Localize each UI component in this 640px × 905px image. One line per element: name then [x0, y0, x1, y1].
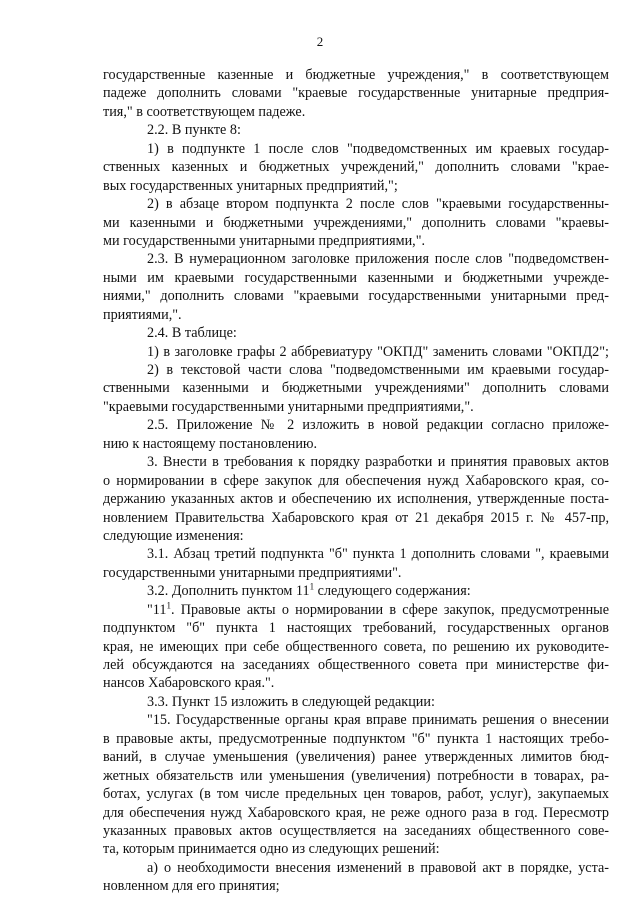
- line-text: та, которым принимается одно из следующих решений:: [103, 841, 440, 858]
- line-text: 2.2. В пункте 8:: [147, 122, 241, 139]
- text-line: [103, 767, 609, 785]
- line-text: края, не имеющих при себе общественного совета, по решению их руководите-: [103, 638, 609, 655]
- line-text: ственными казенными и бюджетными учреждениями" дополнить словами: [103, 380, 609, 397]
- line-text: 1) в подпункте 1 после слов "подведомственных им краевых государ-: [147, 140, 609, 157]
- line-text: ными им краевыми государственными казенными и бюджетными учрежде-: [103, 269, 609, 286]
- text-line: [103, 490, 609, 508]
- line-text: 3.1. Абзац третий подпункта "б" пункта 1 дополнить словами ", краевыми: [147, 546, 609, 563]
- line-text: следующие изменения:: [103, 527, 244, 544]
- text-line: [103, 638, 609, 656]
- line-text: 3.3. Пункт 15 изложить в следующей редакции:: [147, 693, 435, 710]
- page-number: 2: [316, 34, 324, 49]
- line-text-continued: следующего содержания:: [314, 583, 471, 600]
- line-text: 3. Внести в требования к порядку разработки и принятия правовых актов: [147, 454, 609, 471]
- line-text: ственных казенных и бюджетных учреждений," дополнить словами "крае-: [103, 159, 609, 176]
- text-line: [103, 324, 609, 342]
- line-text: ми государственными унитарными предприятиями,".: [103, 232, 426, 249]
- line-text: 1) в заголовке графы 2 аббревиатуру "ОКПД" заменить словами "ОКПД2";: [147, 343, 609, 360]
- text-line: [103, 785, 609, 803]
- text-line: [103, 582, 609, 600]
- text-line: [103, 66, 609, 84]
- line-text: вых государственных унитарных предприятий,";: [103, 177, 398, 194]
- line-text: 2) в абзаце втором подпункта 2 после слов "краевыми государственны-: [147, 196, 609, 213]
- line-text: "краевыми государственными унитарными предприятиями,".: [103, 398, 474, 415]
- line-text: государственные казенные и бюджетные учреждения," в соответствующем: [103, 67, 609, 83]
- text-line: [103, 453, 609, 471]
- line-text: нансов Хабаровского края.".: [103, 675, 275, 692]
- text-line: [103, 379, 609, 397]
- text-line: [103, 269, 609, 287]
- line-text: ниями," дополнить словами "краевыми государственными унитарными пред-: [103, 288, 609, 305]
- line-text: 2) в текстовой части слова "подведомственными им краевыми государ-: [147, 362, 609, 378]
- line-text: 2.5. Приложение № 2 изложить в новой редакции согласно приложе-: [147, 417, 609, 434]
- text-line: [103, 545, 609, 563]
- text-line: [103, 564, 609, 582]
- text-line: [103, 306, 609, 324]
- text-line: [103, 195, 609, 213]
- superscript-index: 1: [309, 581, 315, 592]
- text-line: [103, 748, 609, 766]
- line-text: новленном для его принятия;: [103, 878, 280, 895]
- line-text: в правовые акты, предусмотренные подпунктом "б" пункта 1 настоящих требо-: [103, 730, 609, 747]
- line-text: нию к настоящему постановлению.: [103, 435, 318, 452]
- text-line: [103, 840, 609, 858]
- line-text: подпунктом "б" пункта 1 настоящих требований, государственных органов: [103, 620, 609, 637]
- text-line: [103, 509, 609, 527]
- line-text: жетных обязательств или уменьшения (увеличения) потребности в товарах, ра-: [103, 767, 609, 784]
- superscript-index: 1: [166, 599, 171, 610]
- text-line: [103, 343, 609, 361]
- text-line: [103, 730, 609, 748]
- text-line: [103, 121, 609, 139]
- text-line: [103, 527, 609, 545]
- text-line: [103, 177, 609, 195]
- text-line: [103, 619, 609, 637]
- line-text: ваний, в случае уменьшения (увеличения) ранее утвержденных лимитов бюд-: [103, 749, 609, 766]
- text-line: [103, 804, 609, 822]
- line-text-continued: . Правовые акты о нормировании в сфере закупок, предусмотренные: [170, 601, 609, 618]
- text-line: [103, 232, 609, 250]
- line-text: ми казенными и бюджетными учреждениями," дополнить словами "краевы-: [103, 214, 609, 231]
- text-line: [103, 214, 609, 232]
- line-text: 2.4. В таблице:: [147, 325, 237, 342]
- text-line: [103, 472, 609, 490]
- line-text: ботах, услугах (в том числе предельных цен товаров, работ, услуг), закупаемых: [103, 786, 609, 803]
- text-line: [103, 435, 609, 453]
- line-text: новлением Правительства Хабаровского края от 21 декабря 2015 г. № 457-пр,: [103, 509, 609, 526]
- line-text: указанных правовых актов осуществляется на заседаниях общественного сове-: [103, 822, 609, 839]
- line-text: 3.2. Дополнить пунктом 11: [147, 583, 310, 600]
- line-text: приятиями,".: [103, 306, 182, 323]
- text-line: [103, 287, 609, 305]
- line-text: лей обсуждаются на заседаниях общественного совета при министерстве фи-: [103, 657, 609, 673]
- text-line: [103, 693, 609, 711]
- text-line: [103, 656, 609, 674]
- text-line: [103, 416, 609, 434]
- text-line: [103, 711, 609, 729]
- text-line: [103, 250, 609, 268]
- text-line: [103, 103, 609, 121]
- line-text: "11: [147, 601, 167, 618]
- line-text: о нормировании в сфере закупок для обеспечения нужд Хабаровского края, со-: [103, 472, 609, 489]
- line-text: для обеспечения нужд Хабаровского края, не реже одного раза в год. Пересмотр: [103, 804, 609, 821]
- line-text: падеже дополнить словами "краевые государственные унитарные предприя-: [103, 85, 609, 102]
- text-line: [103, 877, 609, 895]
- text-line: [103, 84, 609, 102]
- document-body: [103, 66, 609, 896]
- line-text: а) о необходимости внесения изменений в правовой акт в порядке, уста-: [147, 859, 609, 876]
- line-text: тия," в соответствующем падеже.: [103, 103, 306, 120]
- line-text: держанию указанных актов и обеспечению их исполнения, утвержденные поста-: [103, 491, 609, 508]
- line-text: 2.3. В нумерационном заголовке приложения после слов "подведомствен-: [147, 251, 609, 268]
- text-line: [103, 158, 609, 176]
- text-line: [103, 361, 609, 379]
- text-line: [103, 822, 609, 840]
- text-line: [103, 859, 609, 877]
- text-line: [103, 398, 609, 416]
- line-text: "15. Государственные органы края вправе принимать решения о внесении: [147, 712, 609, 729]
- line-text: государственными унитарными предприятиями".: [103, 564, 402, 581]
- text-line: [103, 674, 609, 692]
- text-line: [103, 601, 609, 619]
- text-line: [103, 140, 609, 158]
